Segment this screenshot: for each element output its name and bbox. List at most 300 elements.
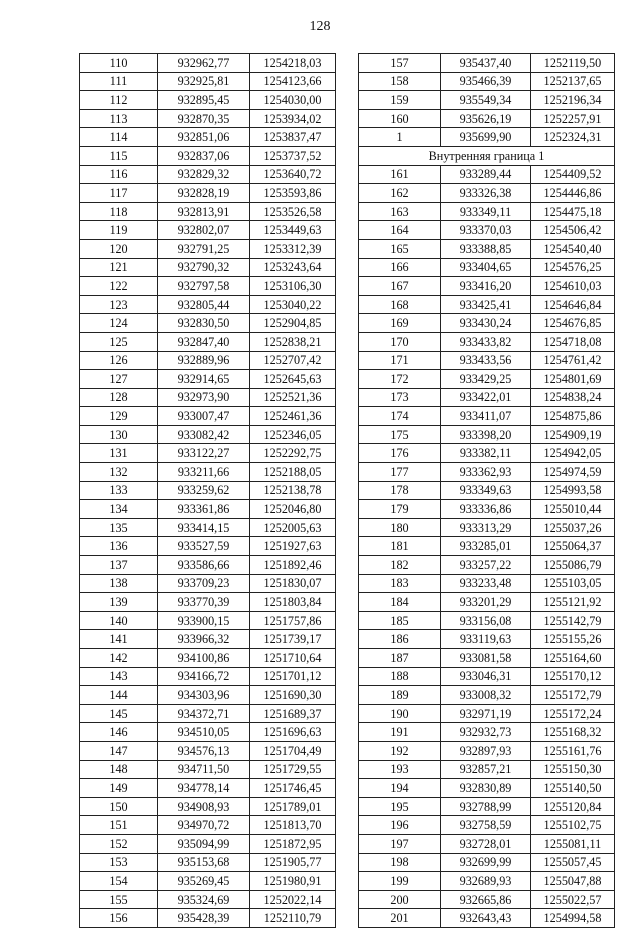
point-number: 192	[359, 741, 441, 760]
coordinate-y: 1255120,84	[531, 797, 615, 816]
point-number: 170	[359, 332, 441, 351]
point-number: 161	[359, 165, 441, 184]
table-row	[80, 295, 336, 314]
coordinate-x: 935428,39	[158, 909, 250, 928]
point-number: 200	[359, 890, 441, 909]
table-row	[80, 258, 336, 277]
coordinate-x: 932932,73	[441, 723, 531, 742]
coordinate-y: 1251689,37	[250, 704, 336, 723]
coordinate-y: 1255164,60	[531, 649, 615, 668]
coordinate-x: 932925,81	[158, 72, 250, 91]
table-row	[359, 388, 615, 407]
coordinate-y: 1252324,31	[531, 128, 615, 147]
coordinate-y: 1254610,03	[531, 277, 615, 296]
table-row	[80, 202, 336, 221]
table-row	[359, 91, 615, 110]
point-number: 117	[80, 184, 158, 203]
coordinate-y: 1251746,45	[250, 779, 336, 798]
coordinate-x: 933289,44	[441, 165, 531, 184]
coordinate-x: 933008,32	[441, 686, 531, 705]
coordinate-x: 932788,99	[441, 797, 531, 816]
point-number: 162	[359, 184, 441, 203]
coordinate-y: 1255102,75	[531, 816, 615, 835]
point-number: 172	[359, 370, 441, 389]
table-row	[359, 574, 615, 593]
coordinate-y: 1253640,72	[250, 165, 336, 184]
table-row	[80, 556, 336, 575]
coordinate-y: 1254576,25	[531, 258, 615, 277]
coordinate-x: 935549,34	[441, 91, 531, 110]
point-number: 180	[359, 518, 441, 537]
point-number: 115	[80, 146, 158, 165]
coordinate-y: 1252904,85	[250, 314, 336, 333]
table-row	[359, 425, 615, 444]
point-number: 114	[80, 128, 158, 147]
coordinate-y: 1251872,95	[250, 834, 336, 853]
point-number: 173	[359, 388, 441, 407]
table-row	[359, 128, 615, 147]
point-number: 184	[359, 593, 441, 612]
table-row	[359, 370, 615, 389]
point-number: 111	[80, 72, 158, 91]
coordinate-y: 1255081,11	[531, 834, 615, 853]
point-number: 176	[359, 444, 441, 463]
coordinate-x: 932895,45	[158, 91, 250, 110]
point-number: 154	[80, 872, 158, 891]
section-header-row	[359, 146, 615, 165]
coordinate-y: 1252188,05	[250, 463, 336, 482]
coordinate-x: 933370,03	[441, 221, 531, 240]
coordinates-table-left	[79, 53, 336, 928]
section-label: Внутренняя граница 1	[359, 146, 615, 165]
table-row	[80, 370, 336, 389]
table-row	[80, 704, 336, 723]
coordinate-x: 933416,20	[441, 277, 531, 296]
coordinate-x: 933430,24	[441, 314, 531, 333]
point-number: 189	[359, 686, 441, 705]
coordinate-x: 934166,72	[158, 667, 250, 686]
coordinate-y: 1255022,57	[531, 890, 615, 909]
coordinate-x: 932851,06	[158, 128, 250, 147]
coordinate-x: 933082,42	[158, 425, 250, 444]
table-row	[359, 109, 615, 128]
table-row	[359, 332, 615, 351]
coordinate-x: 933382,11	[441, 444, 531, 463]
coordinate-x: 933313,29	[441, 518, 531, 537]
coordinate-y: 1254646,84	[531, 295, 615, 314]
table-row	[80, 872, 336, 891]
coordinate-y: 1255140,50	[531, 779, 615, 798]
table-row	[359, 779, 615, 798]
coordinate-x: 933709,23	[158, 574, 250, 593]
point-number: 179	[359, 500, 441, 519]
coordinate-x: 933411,07	[441, 407, 531, 426]
point-number: 140	[80, 611, 158, 630]
table-row	[80, 221, 336, 240]
coordinate-x: 933429,25	[441, 370, 531, 389]
table-row	[80, 314, 336, 333]
table-row	[80, 518, 336, 537]
coordinate-x: 932973,90	[158, 388, 250, 407]
coordinate-y: 1251701,12	[250, 667, 336, 686]
coordinate-y: 1255161,76	[531, 741, 615, 760]
coordinate-x: 932971,19	[441, 704, 531, 723]
coordinate-y: 1251757,86	[250, 611, 336, 630]
point-number: 186	[359, 630, 441, 649]
coordinate-y: 1254446,86	[531, 184, 615, 203]
coordinate-x: 933414,15	[158, 518, 250, 537]
point-number: 201	[359, 909, 441, 928]
point-number: 144	[80, 686, 158, 705]
coordinate-y: 1253737,52	[250, 146, 336, 165]
table-row	[80, 444, 336, 463]
table-row	[80, 574, 336, 593]
coordinate-y: 1252521,36	[250, 388, 336, 407]
coordinate-x: 934510,05	[158, 723, 250, 742]
table-row	[359, 760, 615, 779]
point-number: 149	[80, 779, 158, 798]
coordinate-y: 1251690,30	[250, 686, 336, 705]
point-number: 147	[80, 741, 158, 760]
table-row	[359, 611, 615, 630]
coordinate-x: 933900,15	[158, 611, 250, 630]
coordinate-y: 1251905,77	[250, 853, 336, 872]
table-row	[80, 593, 336, 612]
point-number: 190	[359, 704, 441, 723]
table-row	[359, 463, 615, 482]
coordinate-x: 932829,32	[158, 165, 250, 184]
table-row	[359, 72, 615, 91]
point-number: 112	[80, 91, 158, 110]
point-number: 1	[359, 128, 441, 147]
coordinate-y: 1254540,40	[531, 239, 615, 258]
table-row	[80, 649, 336, 668]
coordinate-y: 1251710,64	[250, 649, 336, 668]
coordinate-y: 1254761,42	[531, 351, 615, 370]
coordinate-x: 933201,29	[441, 593, 531, 612]
table-row	[80, 146, 336, 165]
point-number: 156	[80, 909, 158, 928]
point-number: 125	[80, 332, 158, 351]
point-number: 116	[80, 165, 158, 184]
coordinate-y: 1254409,52	[531, 165, 615, 184]
coordinate-y: 1253243,64	[250, 258, 336, 277]
point-number: 196	[359, 816, 441, 835]
table-row	[80, 890, 336, 909]
table-row	[80, 630, 336, 649]
coordinate-y: 1252138,78	[250, 481, 336, 500]
table-row	[80, 109, 336, 128]
coordinate-x: 932828,19	[158, 184, 250, 203]
point-number: 171	[359, 351, 441, 370]
coordinate-x: 932699,99	[441, 853, 531, 872]
point-number: 155	[80, 890, 158, 909]
coordinate-y: 1254909,19	[531, 425, 615, 444]
table-row	[359, 723, 615, 742]
coordinate-y: 1253593,86	[250, 184, 336, 203]
coordinate-y: 1255142,79	[531, 611, 615, 630]
point-number: 181	[359, 537, 441, 556]
table-row	[80, 239, 336, 258]
point-number: 166	[359, 258, 441, 277]
point-number: 160	[359, 109, 441, 128]
coordinate-x: 933362,93	[441, 463, 531, 482]
coordinate-x: 932665,86	[441, 890, 531, 909]
table-row	[80, 184, 336, 203]
coordinate-y: 1254942,05	[531, 444, 615, 463]
point-number: 126	[80, 351, 158, 370]
coordinate-y: 1252196,34	[531, 91, 615, 110]
table-row	[80, 779, 336, 798]
coordinate-y: 1252110,79	[250, 909, 336, 928]
table-row	[80, 54, 336, 73]
point-number: 110	[80, 54, 158, 73]
coordinate-x: 932847,40	[158, 332, 250, 351]
point-number: 145	[80, 704, 158, 723]
point-number: 165	[359, 239, 441, 258]
coordinate-x: 933259,62	[158, 481, 250, 500]
table-row	[359, 797, 615, 816]
table-row	[359, 221, 615, 240]
coordinate-x: 935626,19	[441, 109, 531, 128]
coordinate-y: 1255057,45	[531, 853, 615, 872]
point-number: 151	[80, 816, 158, 835]
table-row	[359, 295, 615, 314]
table-row	[80, 481, 336, 500]
coordinate-x: 933349,63	[441, 481, 531, 500]
coordinate-y: 1251739,17	[250, 630, 336, 649]
coordinate-y: 1254838,24	[531, 388, 615, 407]
coordinate-y: 1253837,47	[250, 128, 336, 147]
table-row	[80, 686, 336, 705]
page-number: 128	[309, 19, 331, 34]
coordinate-x: 932914,65	[158, 370, 250, 389]
coordinate-x: 935153,68	[158, 853, 250, 872]
point-number: 197	[359, 834, 441, 853]
point-number: 131	[80, 444, 158, 463]
coordinate-y: 1254974,59	[531, 463, 615, 482]
table-row	[359, 314, 615, 333]
coordinate-x: 932689,93	[441, 872, 531, 891]
coordinate-y: 1252346,05	[250, 425, 336, 444]
point-number: 133	[80, 481, 158, 500]
coordinate-y: 1251704,49	[250, 741, 336, 760]
coordinate-y: 1255150,30	[531, 760, 615, 779]
point-number: 143	[80, 667, 158, 686]
coordinate-y: 1252461,36	[250, 407, 336, 426]
table-row	[359, 481, 615, 500]
coordinate-x: 933433,56	[441, 351, 531, 370]
point-number: 141	[80, 630, 158, 649]
coordinate-x: 935094,99	[158, 834, 250, 853]
point-number: 188	[359, 667, 441, 686]
coordinate-y: 1251980,91	[250, 872, 336, 891]
coordinate-x: 934778,14	[158, 779, 250, 798]
point-number: 159	[359, 91, 441, 110]
coordinate-y: 1254218,03	[250, 54, 336, 73]
point-number: 113	[80, 109, 158, 128]
coordinate-y: 1253040,22	[250, 295, 336, 314]
table-row	[80, 332, 336, 351]
coordinate-x: 932791,25	[158, 239, 250, 258]
coordinate-y: 1254994,58	[531, 909, 615, 928]
point-number: 119	[80, 221, 158, 240]
point-number: 157	[359, 54, 441, 73]
coordinate-y: 1252707,42	[250, 351, 336, 370]
table-row	[359, 407, 615, 426]
table-row	[80, 537, 336, 556]
table-row	[359, 816, 615, 835]
coordinate-y: 1251696,63	[250, 723, 336, 742]
coordinate-x: 934908,93	[158, 797, 250, 816]
coordinate-x: 935466,39	[441, 72, 531, 91]
coordinate-y: 1254030,00	[250, 91, 336, 110]
table-row	[359, 872, 615, 891]
point-number: 142	[80, 649, 158, 668]
coordinate-y: 1255047,88	[531, 872, 615, 891]
point-number: 138	[80, 574, 158, 593]
coordinate-y: 1255170,12	[531, 667, 615, 686]
table-row	[80, 909, 336, 928]
table-row	[80, 816, 336, 835]
coordinate-y: 1253312,39	[250, 239, 336, 258]
point-number: 134	[80, 500, 158, 519]
table-row	[80, 351, 336, 370]
coordinate-x: 933433,82	[441, 332, 531, 351]
coordinate-y: 1254875,86	[531, 407, 615, 426]
coordinate-x: 933007,47	[158, 407, 250, 426]
coordinate-x: 933211,66	[158, 463, 250, 482]
table-row	[359, 202, 615, 221]
coordinate-y: 1251830,07	[250, 574, 336, 593]
coordinate-x: 934711,50	[158, 760, 250, 779]
coordinate-x: 932870,35	[158, 109, 250, 128]
point-number: 193	[359, 760, 441, 779]
coordinate-x: 932790,32	[158, 258, 250, 277]
table-row	[80, 128, 336, 147]
point-number: 167	[359, 277, 441, 296]
coordinate-x: 933388,85	[441, 239, 531, 258]
coordinate-x: 934303,96	[158, 686, 250, 705]
coordinate-y: 1255172,79	[531, 686, 615, 705]
coordinate-y: 1251729,55	[250, 760, 336, 779]
coordinate-x: 933257,22	[441, 556, 531, 575]
table-row	[359, 556, 615, 575]
point-number: 178	[359, 481, 441, 500]
table-row	[80, 611, 336, 630]
coordinate-y: 1253449,63	[250, 221, 336, 240]
table-row	[80, 277, 336, 296]
coordinate-y: 1254993,58	[531, 481, 615, 500]
table-row	[359, 239, 615, 258]
coordinate-y: 1255010,44	[531, 500, 615, 519]
table-row	[359, 853, 615, 872]
point-number: 185	[359, 611, 441, 630]
coordinate-y: 1252137,65	[531, 72, 615, 91]
table-row	[359, 277, 615, 296]
coordinate-x: 933770,39	[158, 593, 250, 612]
coordinate-y: 1254718,08	[531, 332, 615, 351]
point-number: 150	[80, 797, 158, 816]
point-number: 122	[80, 277, 158, 296]
coordinate-x: 932728,01	[441, 834, 531, 853]
table-row	[359, 184, 615, 203]
coordinate-x: 933586,66	[158, 556, 250, 575]
table-row	[359, 649, 615, 668]
coordinate-x: 932830,89	[441, 779, 531, 798]
coordinate-y: 1252292,75	[250, 444, 336, 463]
coordinate-x: 933527,59	[158, 537, 250, 556]
table-row	[359, 686, 615, 705]
table-row	[359, 54, 615, 73]
coordinate-x: 932805,44	[158, 295, 250, 314]
coordinate-x: 934576,13	[158, 741, 250, 760]
coordinate-x: 933398,20	[441, 425, 531, 444]
point-number: 121	[80, 258, 158, 277]
table-row	[80, 500, 336, 519]
table-row	[359, 537, 615, 556]
table-row	[359, 258, 615, 277]
coordinate-y: 1255086,79	[531, 556, 615, 575]
coordinate-x: 935324,69	[158, 890, 250, 909]
point-number: 169	[359, 314, 441, 333]
coordinate-y: 1252022,14	[250, 890, 336, 909]
coordinate-y: 1254506,42	[531, 221, 615, 240]
point-number: 120	[80, 239, 158, 258]
coordinates-table-right	[358, 53, 615, 928]
point-number: 174	[359, 407, 441, 426]
coordinate-y: 1251813,70	[250, 816, 336, 835]
table-row	[359, 351, 615, 370]
coordinate-y: 1255037,26	[531, 518, 615, 537]
point-number: 195	[359, 797, 441, 816]
table-row	[80, 834, 336, 853]
coordinate-y: 1255103,05	[531, 574, 615, 593]
table-row	[80, 741, 336, 760]
table-row	[359, 165, 615, 184]
point-number: 137	[80, 556, 158, 575]
coordinate-y: 1255172,24	[531, 704, 615, 723]
point-number: 148	[80, 760, 158, 779]
table-row	[359, 630, 615, 649]
point-number: 168	[359, 295, 441, 314]
coordinate-y: 1255121,92	[531, 593, 615, 612]
point-number: 199	[359, 872, 441, 891]
coordinate-x: 935269,45	[158, 872, 250, 891]
point-number: 187	[359, 649, 441, 668]
point-number: 198	[359, 853, 441, 872]
coordinate-x: 932889,96	[158, 351, 250, 370]
point-number: 136	[80, 537, 158, 556]
coordinate-x: 932857,21	[441, 760, 531, 779]
coordinate-y: 1252046,80	[250, 500, 336, 519]
point-number: 163	[359, 202, 441, 221]
table-row	[359, 834, 615, 853]
table-row	[80, 760, 336, 779]
point-number: 191	[359, 723, 441, 742]
coordinate-x: 932837,06	[158, 146, 250, 165]
point-number: 158	[359, 72, 441, 91]
table-row	[80, 853, 336, 872]
coordinate-x: 933046,31	[441, 667, 531, 686]
coordinate-y: 1254676,85	[531, 314, 615, 333]
coordinate-y: 1255064,37	[531, 537, 615, 556]
coordinate-x: 933326,38	[441, 184, 531, 203]
coordinate-x: 933122,27	[158, 444, 250, 463]
coordinate-x: 932643,43	[441, 909, 531, 928]
coordinate-x: 935699,90	[441, 128, 531, 147]
coordinate-y: 1251789,01	[250, 797, 336, 816]
